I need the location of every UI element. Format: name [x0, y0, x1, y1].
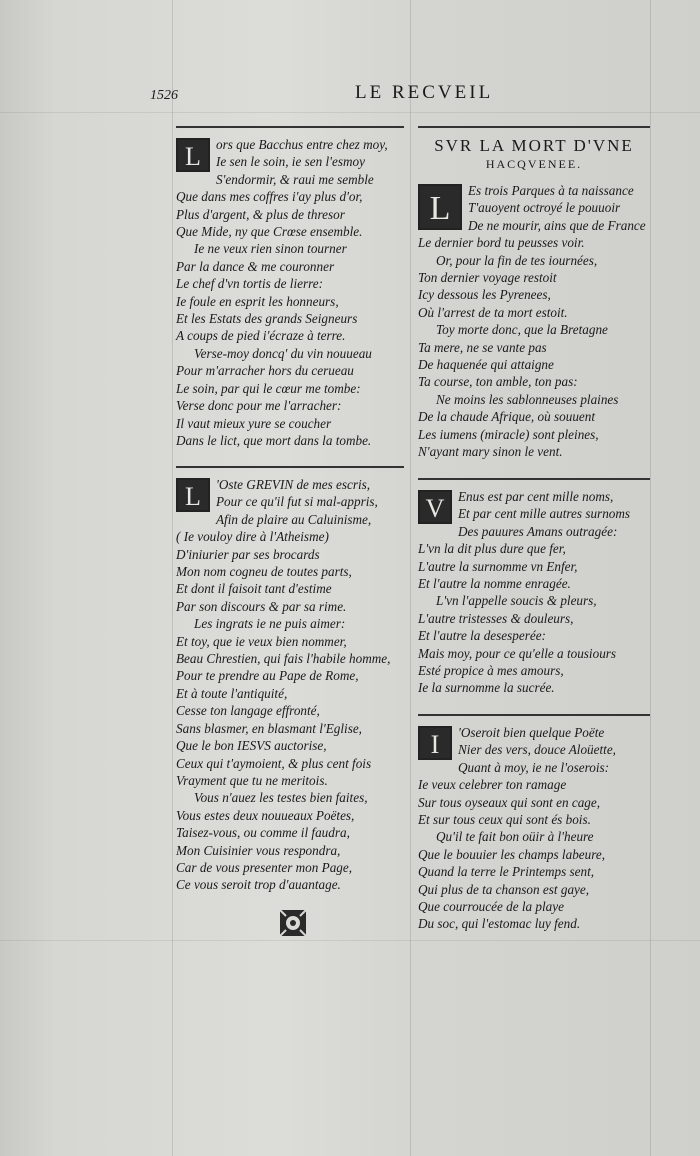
dropcap-initial: L [176, 138, 210, 172]
verse-line: Et l'autre la nomme enragée. [418, 576, 571, 592]
verse-line: Que le bon IESVS auctorise, [176, 738, 327, 754]
verse-line: De ne mourir, ains que de France [468, 217, 646, 233]
verse-line: Les iumens (miracle) sont pleines, [418, 426, 599, 442]
verse-line: Le soin, par qui le cœur me tombe: [176, 380, 361, 396]
verse-line: Verse donc pour me l'arracher: [176, 398, 342, 414]
page-fold [650, 0, 651, 1156]
section-rule [418, 714, 650, 716]
verse-line: Que courroucée de la playe [418, 899, 564, 915]
verse-line: Des pauures Amans outragée: [458, 523, 618, 539]
dropcap-initial: L [418, 184, 462, 230]
verse-line: Ie sen le soin, ie sen l'esmoy [216, 154, 365, 170]
poem-text [176, 476, 404, 894]
section-rule [176, 126, 404, 128]
section-rule [418, 126, 650, 128]
verse-line: Verse-moy doncq' du vin nouueau [194, 345, 372, 361]
dropcap-initial: V [418, 490, 452, 524]
verse-line: Ne moins les sablonneuses plaines [436, 391, 619, 407]
verse-line: Et par cent mille autres surnoms [458, 506, 631, 522]
poem-hacquenee [418, 126, 650, 461]
verse-line: Et dont il faisoit tant d'estime [176, 581, 332, 597]
verse-line: Es trois Parques à ta naissance [468, 183, 634, 198]
verse-line: Sur tous oyseaux qui sont en cage, [418, 794, 601, 810]
verse-line: Ie ne veux rien sinon tourner [194, 241, 347, 257]
verse-line: L'vn l'appelle soucis & pleurs, [436, 593, 597, 609]
verse-line: Le dernier bord tu peusses voir. [418, 235, 585, 251]
verse-line: Or, pour la fin de tes iournées, [436, 252, 598, 268]
running-title: LE RECVEIL [355, 82, 494, 103]
poem-title: SVR LA MORT D'VNE [434, 136, 634, 155]
verse-line: Ie veux celebrer ton ramage [418, 777, 567, 793]
verse-line: Ton dernier voyage restoit [418, 270, 557, 286]
page-crease [0, 112, 700, 113]
section-rule [176, 466, 404, 468]
verse-line: Pour te prendre au Pape de Rome, [176, 668, 359, 684]
verse-line: Ie la surnomme la sucrée. [418, 680, 555, 696]
poem-bacchus [176, 126, 404, 449]
poem-title-line-2: HACQVENEE. [485, 157, 583, 171]
verse-line: De la chaude Afrique, où souuent [418, 409, 596, 425]
verse-line: Du soc, qui l'estomac luy fend. [418, 916, 581, 932]
verse-line: Que Mide, ny que Crœse ensemble. [176, 224, 363, 240]
verse-line: Mon nom cogneu de toutes parts, [176, 564, 352, 580]
verse-line: Et toy, que ie veux bien nommer, [176, 633, 347, 649]
verse-line: Par la dance & me couronner [176, 258, 335, 274]
verse-line: Toy morte donc, que la Bretagne [436, 322, 608, 338]
verse-line: 'Oseroit bien quelque Poëte [458, 725, 605, 740]
verse-line: Afin de plaire au Caluinisme, [216, 511, 372, 527]
verse-line: ors que Bacchus entre chez moy, [216, 137, 388, 152]
verse-line: Ceux qui t'aymoient, & plus cent fois [176, 755, 372, 771]
page-header [150, 82, 670, 106]
verse-line: Vous estes deux nouueaux Poëtes, [176, 807, 355, 823]
verse-line: Il vaut mieux yure se coucher [176, 415, 332, 431]
verse-line: Cesse ton langage effronté, [176, 703, 320, 719]
verse-line: Le chef d'vn tortis de lierre: [176, 276, 323, 292]
verse-line: Pour ce qu'il fut si mal-appris, [216, 494, 378, 510]
verse-line: Qu'il te fait bon oüir à l'heure [436, 829, 594, 845]
verse-line: Plus d'argent, & plus de thresor [176, 206, 345, 222]
verse-line: L'autre tristesses & douleurs, [418, 610, 574, 626]
verse-line: 'Oste GREVIN de mes escris, [216, 477, 371, 492]
verse-line: Par son discours & par sa rime. [176, 598, 347, 614]
verse-line: Et l'autre la desesperée: [418, 628, 546, 644]
page-crease [0, 940, 700, 941]
verse-line: Pour m'arracher hors du cerueau [176, 363, 354, 379]
verse-line: Que dans mes coffres i'ay plus d'or, [176, 189, 363, 205]
verse-line: Ta course, ton amble, ton pas: [418, 374, 578, 390]
verse-line: Esté propice à mes amours, [418, 663, 564, 679]
poem-alouette [418, 714, 650, 933]
verse-line: Quand la terre le Printemps sent, [418, 864, 595, 880]
verse-line: Vrayment que tu ne meritois. [176, 772, 328, 788]
verse-line: Ce vous seroit trop d'auantage. [176, 877, 341, 893]
verse-line: Nier des vers, douce Aloüette, [458, 742, 616, 758]
verse-line: Ta mere, ne se vante pas [418, 339, 547, 355]
verse-line: Et les Estats des grands Seigneurs [176, 311, 358, 327]
poem-venus [418, 478, 650, 697]
verse-line: S'endormir, & rauі me semble [216, 171, 374, 187]
verse-line: L'autre la surnomme vn Enfer, [418, 558, 578, 574]
dropcap-initial: I [418, 726, 452, 760]
verse-line: D'iniurier par ses brocards [176, 546, 320, 562]
section-rule [418, 478, 650, 480]
verse-line: L'vn la dit plus dure que fer, [418, 541, 566, 557]
verse-line: Qui plus de ta chanson est gaye, [418, 881, 590, 897]
page-number: 1526 [150, 88, 178, 103]
fleuron-ornament-icon [276, 906, 310, 940]
verse-line: N'ayant mary sinon le vent. [418, 444, 563, 460]
poem-text [176, 136, 404, 449]
verse-line: Taisez-vous, ou comme il faudra, [176, 825, 350, 841]
verse-line: Vous n'auez les testes bien faites, [194, 790, 368, 806]
verse-line: Et sur tous ceux qui sont és bois. [418, 812, 591, 828]
page-fold [172, 0, 173, 1156]
verse-line: De haquenée qui attaigne [418, 357, 554, 373]
verse-line: A coups de pied i'écraze à terre. [176, 328, 346, 344]
dropcap-initial: L [176, 478, 210, 512]
verse-line: Quant à moy, ie ne l'oserois: [458, 759, 610, 775]
page-fold [410, 0, 411, 1156]
verse-line: Enus est par cent mille noms, [458, 489, 614, 504]
verse-line: Beau Chrestien, qui fais l'habile homme, [176, 651, 391, 667]
verse-line: Où l'arrest de ta mort estoit. [418, 304, 568, 320]
poem-text [418, 488, 650, 697]
verse-line: Dans le lict, que mort dans la tombe. [176, 432, 372, 448]
poem-text [418, 724, 650, 933]
poem-grevin [176, 466, 404, 894]
verse-line: Sans blasmer, en blasmant l'Eglise, [176, 720, 362, 736]
verse-line: Car de vous presenter mon Page, [176, 859, 353, 875]
verse-line: Que le bouuier les champs labeure, [418, 846, 606, 862]
verse-line: Mais moy, pour ce qu'elle a tousiours [418, 645, 617, 661]
verse-line: T'auoyent octroyé le pouuoir [468, 200, 621, 216]
verse-line: Icy dessous les Pyrenees, [418, 287, 551, 303]
verse-line: Les ingrats ie ne puis aimer: [194, 616, 346, 632]
verse-line: Mon Cuisinier vous respondra, [176, 842, 341, 858]
verse-line: Et à toute l'antiquité, [176, 685, 288, 701]
poem-text [418, 182, 650, 461]
verse-line: Ie foule en esprit les honneurs, [176, 293, 339, 309]
verse-line: ( Ie vouloy dire à l'Atheisme) [176, 529, 329, 545]
